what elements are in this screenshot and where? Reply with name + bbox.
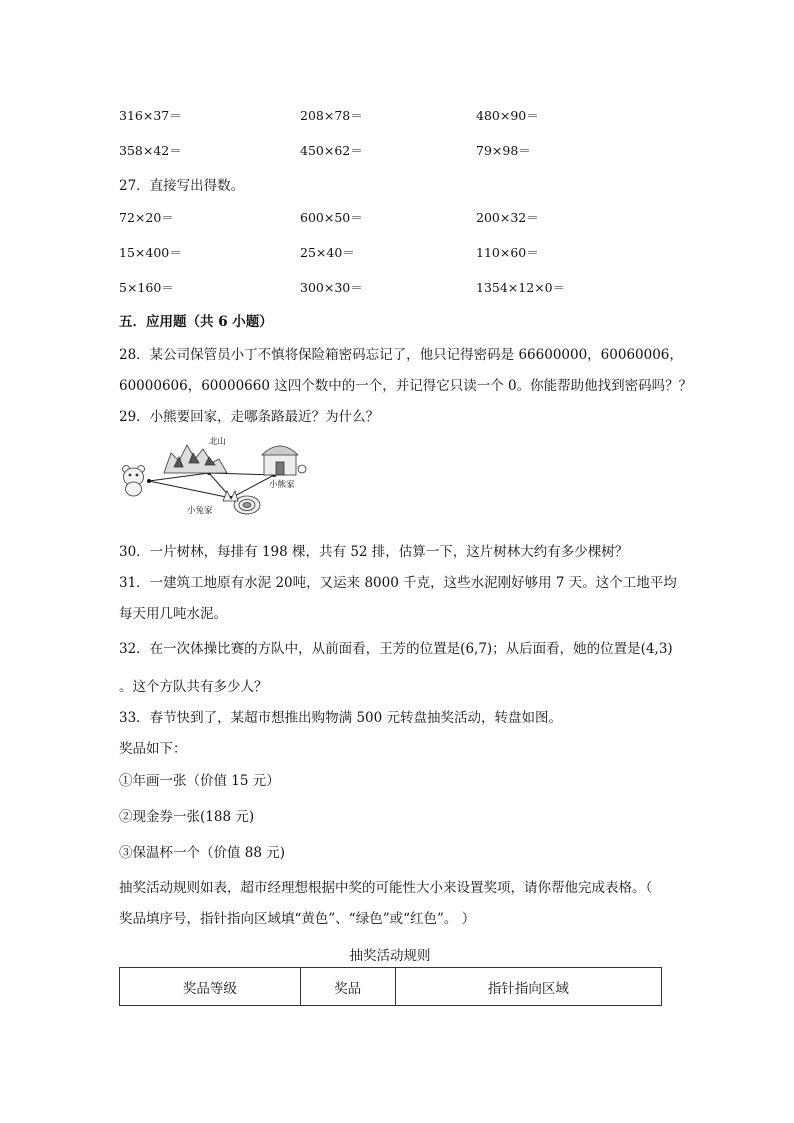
calc-item: 208×78＝	[300, 108, 363, 123]
section-title: 五．应用题（共 6 小题）	[119, 314, 273, 330]
question-33-line-1: 33．春节快到了，某超市想推出购物满 500 元转盘抽奖活动，转盘如图。	[119, 710, 563, 726]
mountain-label: 北山	[209, 437, 227, 447]
calc-item: 25×40＝	[300, 245, 355, 260]
question-32-line-1: 32．在一次体操比赛的方队中，从前面看，王芳的位置是(6,7)；从后面看，她的位置是(4,3)	[119, 641, 673, 657]
calc-row	[119, 208, 719, 228]
calc-item: 300×30＝	[300, 280, 363, 295]
question-29-text: 29．小熊要回家，走哪条路最近？为什么？	[119, 409, 380, 425]
calc-row	[119, 106, 719, 126]
bear-home-label: 小熊家	[269, 480, 295, 490]
question-31-line-2: 每天用几吨水泥。	[119, 606, 227, 622]
calc-row	[119, 278, 719, 298]
route-map-figure	[119, 433, 324, 528]
question-31-line-1: 31．一建筑工地原有水泥 20吨，又运来 8000 千克，这些水泥刚好够用 7 天。这个工地平均	[119, 575, 677, 591]
question-30-text: 30．一片树林，每排有 198 棵，共有 52 排，估算一下，这片树林大约有多少棵树？	[119, 544, 629, 560]
rabbit-home-label: 小兔家	[187, 506, 213, 516]
table-header-row	[120, 968, 662, 1006]
route-lines	[149, 473, 274, 498]
question-28-line-2: 60000606，60000660 这四个数中的一个，并记得它只读一个 0。你能帮助他找到密码吗？？	[119, 378, 693, 394]
calc-item: 110×60＝	[476, 245, 539, 260]
calc-item: 15×400＝	[119, 245, 182, 260]
mountain-icon	[164, 445, 227, 473]
calc-row	[119, 243, 719, 263]
calc-item: 480×90＝	[476, 108, 539, 123]
table-header-cell: 指针指向区域	[395, 968, 661, 1006]
prize-item-3: ③保温杯一个（价值 88 元)	[119, 845, 286, 861]
calc-item: 1354×12×0＝	[476, 280, 566, 295]
calc-item: 200×32＝	[476, 210, 539, 225]
prizes-title: 奖品如下：	[119, 741, 187, 757]
prize-item-2: ②现金券一张(188 元)	[119, 809, 255, 825]
bear-icon	[123, 466, 145, 497]
question-28-line-1: 28．某公司保管员小丁不慎将保险箱密码忘记了，他只记得密码是 66600000，60060006，	[119, 347, 683, 363]
bear-home-icon	[262, 446, 306, 475]
table-header-cell: 奖品等级	[120, 968, 301, 1006]
table-header-cell: 奖品	[300, 968, 395, 1006]
prize-item-1: ①年画一张（价值 15 元）	[119, 773, 280, 789]
calc-item: 79×98＝	[476, 143, 531, 158]
rules-text-line-1: 抽奖活动规则如表，超市经理想根据中奖的可能性大小来设置奖项，请你帮他完成表格。（	[119, 880, 653, 896]
question-32-line-2: 。这个方队共有多少人？	[119, 679, 268, 695]
rules-text-line-2: 奖品填序号，指针指向区域填“黄色”、“绿色”或“红色”。 ）	[119, 911, 476, 927]
calc-item: 316×37＝	[119, 108, 182, 123]
table-title: 抽奖活动规则	[349, 948, 431, 964]
question-27-label: 27．直接写出得数。	[119, 178, 245, 194]
calc-item: 600×50＝	[300, 210, 363, 225]
calc-item: 72×20＝	[119, 210, 174, 225]
calc-item: 358×42＝	[119, 143, 182, 158]
calc-item: 5×160＝	[119, 280, 174, 295]
rules-table	[119, 967, 662, 1006]
calc-row	[119, 141, 719, 161]
rabbit-home-icon	[223, 491, 260, 514]
calc-item: 450×62＝	[300, 143, 363, 158]
